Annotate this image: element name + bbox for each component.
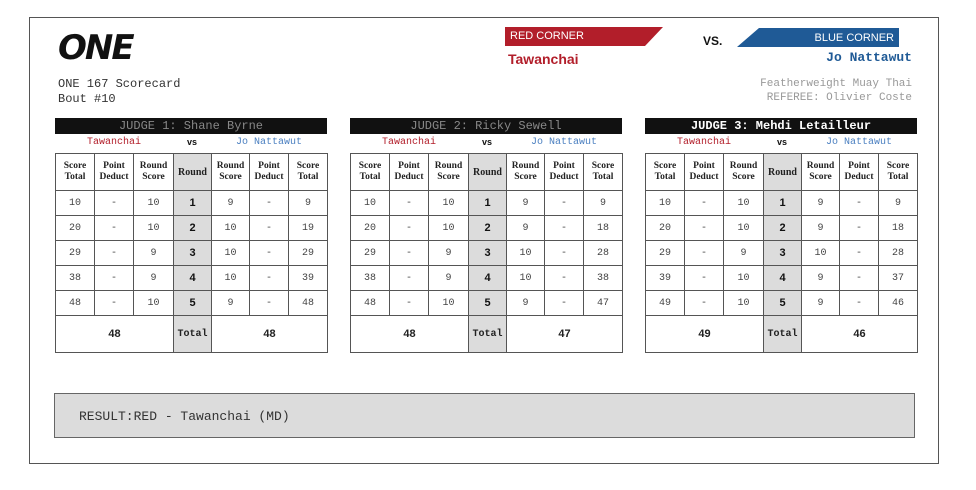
blue-round-score: 9 (802, 191, 840, 216)
blue-deduct: - (250, 216, 289, 241)
blue-round-score: 9 (802, 291, 840, 316)
judge-3-vs: vs (776, 137, 787, 147)
blue-total: 9 (289, 191, 328, 216)
red-total: 29 (351, 241, 390, 266)
round-number: 4 (174, 266, 212, 291)
round-number: 3 (764, 241, 802, 266)
table-row (646, 216, 918, 241)
blue-total: 29 (289, 241, 328, 266)
red-deduct: - (685, 216, 724, 241)
table-row (351, 241, 623, 266)
round-number: 2 (174, 216, 212, 241)
point-deduct-header: Point Deduct (390, 154, 429, 191)
blue-final-score: 46 (802, 316, 918, 353)
red-deduct: - (685, 191, 724, 216)
red-total: 10 (351, 191, 390, 216)
blue-total: 19 (289, 216, 328, 241)
red-deduct: - (95, 191, 134, 216)
blue-round-score: 9 (507, 291, 545, 316)
table-row (646, 266, 918, 291)
round-score-header: Round Score (802, 154, 840, 191)
blue-total: 37 (879, 266, 918, 291)
red-deduct: - (390, 241, 429, 266)
judge-2-red-name: Tawanchai (381, 137, 436, 148)
judge-2-title: JUDGE 2: Ricky Sewell (350, 118, 622, 134)
blue-round-score: 9 (802, 266, 840, 291)
red-round-score: 9 (429, 241, 469, 266)
table-row (351, 291, 623, 316)
blue-deduct: - (250, 291, 289, 316)
red-deduct: - (685, 241, 724, 266)
red-round-score: 9 (429, 266, 469, 291)
total-row (646, 316, 918, 353)
blue-round-score: 9 (507, 216, 545, 241)
blue-total: 48 (289, 291, 328, 316)
round-number: 1 (174, 191, 212, 216)
blue-corner-label: BLUE CORNER (814, 32, 894, 44)
card-title: ONE 167 Scorecard (58, 77, 181, 91)
round-score-header: Round Score (429, 154, 469, 191)
header-row (56, 154, 328, 191)
one-championship-logo (58, 26, 138, 66)
judge-3-table (645, 153, 918, 353)
bout-number: Bout #10 (58, 92, 116, 106)
blue-total: 18 (879, 216, 918, 241)
total-row (56, 316, 328, 353)
blue-deduct: - (840, 191, 879, 216)
round-number: 4 (764, 266, 802, 291)
red-fighter-name: Tawanchai (508, 51, 579, 67)
blue-total: 18 (584, 216, 623, 241)
score-total-header: Score Total (646, 154, 685, 191)
red-round-score: 10 (429, 191, 469, 216)
red-total: 38 (351, 266, 390, 291)
blue-round-score: 10 (212, 241, 250, 266)
judge-3-scorecard (645, 118, 917, 353)
red-final-score: 48 (56, 316, 174, 353)
table-row (56, 291, 328, 316)
blue-final-score: 47 (507, 316, 623, 353)
blue-deduct: - (545, 291, 584, 316)
score-total-header: Score Total (56, 154, 95, 191)
round-score-header: Round Score (212, 154, 250, 191)
blue-round-score: 10 (212, 266, 250, 291)
judge-3-fighters (645, 134, 917, 151)
point-deduct-header: Point Deduct (95, 154, 134, 191)
red-total: 20 (646, 216, 685, 241)
header-row (646, 154, 918, 191)
judge-1-blue-name: Jo Nattawut (235, 137, 302, 148)
blue-round-score: 10 (507, 241, 545, 266)
red-deduct: - (390, 216, 429, 241)
header-row (351, 154, 623, 191)
total-label: Total (469, 316, 507, 353)
round-number: 1 (764, 191, 802, 216)
blue-round-score: 9 (212, 291, 250, 316)
result-panel (54, 393, 915, 438)
judge-3-title: JUDGE 3: Mehdi Letailleur (645, 118, 917, 134)
blue-total: 46 (879, 291, 918, 316)
red-round-score: 10 (429, 291, 469, 316)
red-total: 10 (56, 191, 95, 216)
red-round-score: 10 (134, 291, 174, 316)
red-round-score: 9 (134, 241, 174, 266)
red-round-score: 9 (724, 241, 764, 266)
red-total: 29 (56, 241, 95, 266)
blue-deduct: - (545, 216, 584, 241)
judge-2-scorecard (350, 118, 622, 353)
blue-deduct: - (250, 266, 289, 291)
blue-deduct: - (840, 266, 879, 291)
round-score-header: Round Score (724, 154, 764, 191)
table-row (56, 216, 328, 241)
round-header: Round (764, 154, 802, 191)
table-row (351, 266, 623, 291)
red-round-score: 10 (724, 291, 764, 316)
round-number: 5 (469, 291, 507, 316)
red-final-score: 49 (646, 316, 764, 353)
table-row (646, 191, 918, 216)
round-number: 4 (469, 266, 507, 291)
round-header: Round (174, 154, 212, 191)
red-round-score: 10 (724, 266, 764, 291)
weight-class: Featherweight Muay Thai (760, 78, 912, 90)
red-deduct: - (685, 291, 724, 316)
judge-3-blue-name: Jo Nattawut (825, 137, 892, 148)
point-deduct-header: Point Deduct (840, 154, 879, 191)
blue-deduct: - (250, 241, 289, 266)
round-number: 1 (469, 191, 507, 216)
round-number: 5 (174, 291, 212, 316)
versus-label: VS. (703, 34, 723, 48)
result-text: RESULT:RED - Tawanchai (MD) (79, 409, 290, 424)
red-deduct: - (685, 266, 724, 291)
score-total-header: Score Total (351, 154, 390, 191)
blue-deduct: - (840, 241, 879, 266)
blue-round-score: 10 (212, 216, 250, 241)
total-label: Total (174, 316, 212, 353)
blue-round-score: 10 (802, 241, 840, 266)
table-row (56, 241, 328, 266)
red-round-score: 10 (724, 216, 764, 241)
red-total: 49 (646, 291, 685, 316)
blue-round-score: 9 (507, 191, 545, 216)
red-corner-label: RED CORNER (510, 30, 584, 42)
judge-2-vs: vs (481, 137, 492, 147)
red-deduct: - (390, 266, 429, 291)
blue-round-score: 9 (802, 216, 840, 241)
total-label: Total (764, 316, 802, 353)
point-deduct-header: Point Deduct (685, 154, 724, 191)
red-total: 39 (646, 266, 685, 291)
blue-fighter-name: Jo Nattawut (826, 50, 912, 65)
blue-total: 38 (584, 266, 623, 291)
judge-1-scorecard (55, 118, 327, 353)
blue-total: 9 (584, 191, 623, 216)
round-score-header: Round Score (134, 154, 174, 191)
referee: REFEREE: Olivier Coste (766, 92, 912, 104)
point-deduct-header: Point Deduct (250, 154, 289, 191)
total-row (351, 316, 623, 353)
red-round-score: 10 (429, 216, 469, 241)
blue-total: 28 (584, 241, 623, 266)
judge-1-red-name: Tawanchai (86, 137, 141, 148)
judge-2-blue-name: Jo Nattawut (530, 137, 597, 148)
red-total: 38 (56, 266, 95, 291)
red-total: 48 (351, 291, 390, 316)
round-number: 2 (469, 216, 507, 241)
red-deduct: - (95, 241, 134, 266)
red-total: 10 (646, 191, 685, 216)
judge-1-vs: vs (186, 137, 197, 147)
blue-total: 28 (879, 241, 918, 266)
blue-deduct: - (545, 266, 584, 291)
round-number: 3 (469, 241, 507, 266)
table-row (351, 216, 623, 241)
blue-total: 39 (289, 266, 328, 291)
blue-deduct: - (250, 191, 289, 216)
red-round-score: 10 (134, 191, 174, 216)
red-total: 20 (351, 216, 390, 241)
round-number: 2 (764, 216, 802, 241)
blue-deduct: - (545, 191, 584, 216)
red-total: 29 (646, 241, 685, 266)
judge-1-fighters (55, 134, 327, 151)
blue-deduct: - (840, 291, 879, 316)
red-deduct: - (390, 291, 429, 316)
round-number: 5 (764, 291, 802, 316)
red-deduct: - (95, 216, 134, 241)
blue-total: 9 (879, 191, 918, 216)
judge-2-table (350, 153, 623, 353)
blue-round-score: 9 (212, 191, 250, 216)
red-total: 20 (56, 216, 95, 241)
table-row (646, 291, 918, 316)
red-final-score: 48 (351, 316, 469, 353)
judge-2-fighters (350, 134, 622, 151)
judge-3-red-name: Tawanchai (676, 137, 731, 148)
red-deduct: - (95, 291, 134, 316)
blue-total: 47 (584, 291, 623, 316)
point-deduct-header: Point Deduct (545, 154, 584, 191)
judge-1-table (55, 153, 328, 353)
red-round-score: 10 (724, 191, 764, 216)
blue-round-score: 10 (507, 266, 545, 291)
score-total-header: Score Total (584, 154, 623, 191)
table-row (646, 241, 918, 266)
svg-text:ONE: ONE (58, 28, 133, 66)
score-total-header: Score Total (879, 154, 918, 191)
round-score-header: Round Score (507, 154, 545, 191)
red-total: 48 (56, 291, 95, 316)
red-round-score: 10 (134, 216, 174, 241)
table-row (56, 266, 328, 291)
round-number: 3 (174, 241, 212, 266)
score-total-header: Score Total (289, 154, 328, 191)
table-row (351, 191, 623, 216)
blue-final-score: 48 (212, 316, 328, 353)
blue-deduct: - (545, 241, 584, 266)
judge-1-title: JUDGE 1: Shane Byrne (55, 118, 327, 134)
blue-deduct: - (840, 216, 879, 241)
round-header: Round (469, 154, 507, 191)
red-deduct: - (95, 266, 134, 291)
table-row (56, 191, 328, 216)
red-round-score: 9 (134, 266, 174, 291)
red-deduct: - (390, 191, 429, 216)
